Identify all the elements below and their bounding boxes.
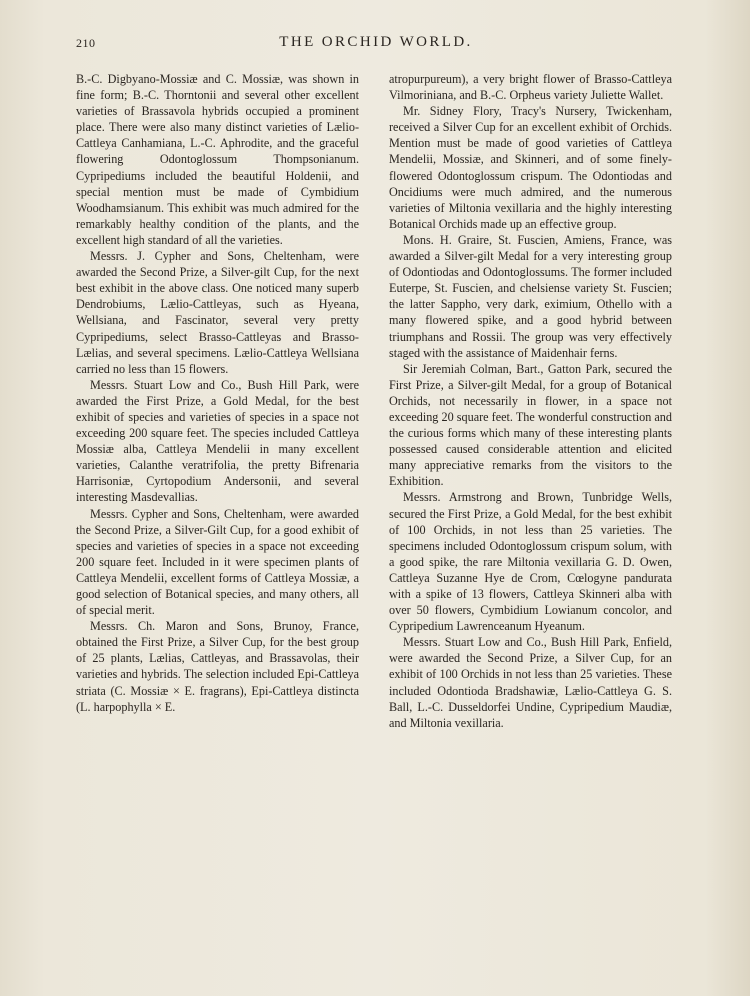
left-column xyxy=(76,71,359,715)
paragraph: Messrs. Ch. Maron and Sons, Brunoy, France, obtained the First Prize, a Silver Cup, for the best group of 25 plants, Lælias, Cattleyas, and Brassavolas, their varieties and hybrids. The selection included Epi-Cattleya striata (C. Mossiæ × E. fragrans), Epi-Cattleya distincta (L. harpophylla × E. xyxy=(76,619,359,714)
paragraph: Messrs. Stuart Low and Co., Bush Hill Park, Enfield, were awarded the Second Prize, a Silver Cup, for an exhibit of 100 Orchids in not less than 25 varieties. These included Odontioda Bradshawiæ, Lælio-Cattleya G. S. Ball, L.-C. Dusseldorfei Undine, Cypripedium Maudiæ, and Miltonia vexillaria. xyxy=(389,635,672,730)
paragraph: Messrs. J. Cypher and Sons, Cheltenham, were awarded the Second Prize, a Silver-gilt Cup, for the next best exhibit in the above class. One noticed many superb Dendrobiums, Lælio-Cattleyas, such as Hyeana, Wellsiana, and Fascinator, several very pretty Cypripediums, select Brasso-Cattleyas and Brasso-Lælias, and several specimens. Lælio-Cattleya Wellsiana carried no less than 15 flowers. xyxy=(76,249,359,376)
running-title: THE ORCHID WORLD. xyxy=(279,34,473,50)
paragraph: atropurpureum), a very bright flower of Brasso-Cattleya Vilmoriniana, and B.-C. Orpheus variety Juliette Wallet. xyxy=(389,72,672,103)
paragraph: Mons. H. Graire, St. Fuscien, Amiens, France, was awarded a Silver-gilt Medal for a very interesting group of Odontiodas and Odontoglossums. The former included Euterpe, St. Fuscien, and chelsiense variety St. Fuscien; the latter Sappho, very dark, eximium, Othello with a many flowered spike, and a good hybrid between triumphans and Rossii. The group was very effectively staged with the assistance of Maidenhair ferns. xyxy=(389,232,672,360)
paragraph: Messrs. Cypher and Sons, Cheltenham, were awarded the Second Prize, a Silver-Gilt Cup, for a good exhibit of species and varieties of species in a space not exceeding 200 square feet. Included in it were specimen plants of Cattleya Mendelii, excellent forms of Cattleya Mossiæ, a good selection of Botanical species, and many others, all of special merit. xyxy=(76,506,359,618)
page-header xyxy=(76,34,676,54)
paragraph: Sir Jeremiah Colman, Bart., Gatton Park, secured the First Prize, a Silver-gilt Medal, for a group of Botanical Orchids, not necessarily in flower, in a space not exceeding 20 square feet. The wonderful construction and the curious forms which many of these interesting plants possessed caused considerable attention and elicited many appreciative remarks from the visitors to the Exhibition. xyxy=(389,361,672,489)
right-column xyxy=(389,71,672,731)
page-number: 210 xyxy=(76,36,96,50)
paragraph: Messrs. Stuart Low and Co., Bush Hill Park, were awarded the First Prize, a Gold Medal, for the best exhibit of species and varieties of species in a space not exceeding 200 square feet. The species included Cattleya Mossiæ alba, Cattleya Mendelii in many excellent varieties, Calanthe veratrifolia, the pretty Bifrenaria Harrisoniæ, Cyrtopodium Andersonii, and several interesting Masdevallias. xyxy=(76,377,359,505)
paragraph: Messrs. Armstrong and Brown, Tunbridge Wells, secured the First Prize, a Gold Medal, for the best exhibit of 100 Orchids, in not less than 25 varieties. The specimens included Odontoglossum crispum solum, with a good spike, the rare Miltonia vexillaria G. D. Owen, Cattleya Suzanne Hye de Crom, Cœlogyne pandurata with a spike of 13 flowers, Cattleya Skinneri alba with over 50 flowers, Cymbidium Lowianum concolor, and Cypripedium Lawrenceanum Hyeanum. xyxy=(389,490,672,634)
paragraph: Mr. Sidney Flory, Tracy's Nursery, Twickenham, received a Silver Cup for an excellent exhibit of Orchids. Mention must be made of good varieties of Cattleya Mendelii, Mossiæ, and Skinneri, and of some finely-flowered Odontoglossum crispum. The Odontiodas and Oncidiums were much admired, and the numerous varieties of Miltonia vexillaria and the highly interesting Botanical Orchids made up an effective group. xyxy=(389,104,672,231)
paragraph: B.-C. Digbyano-Mossiæ and C. Mossiæ, was shown in fine form; B.-C. Thorntonii and several other excellent varieties of Brassavola hybrids occupied a prominent place. There were also many distinct varieties of Lælio-Cattleya Canhamiana, L.-C. Aphrodite, and the graceful flowering Odontoglossum Thompsonianum. Cypripediums included the beautiful Holdenii, and special mention must be made of Cymbidium Woodhamsianum. This exhibit was much admired for the remarkably healthy condition of the plants, and the excellent high standard of all the varieties. xyxy=(76,72,359,247)
